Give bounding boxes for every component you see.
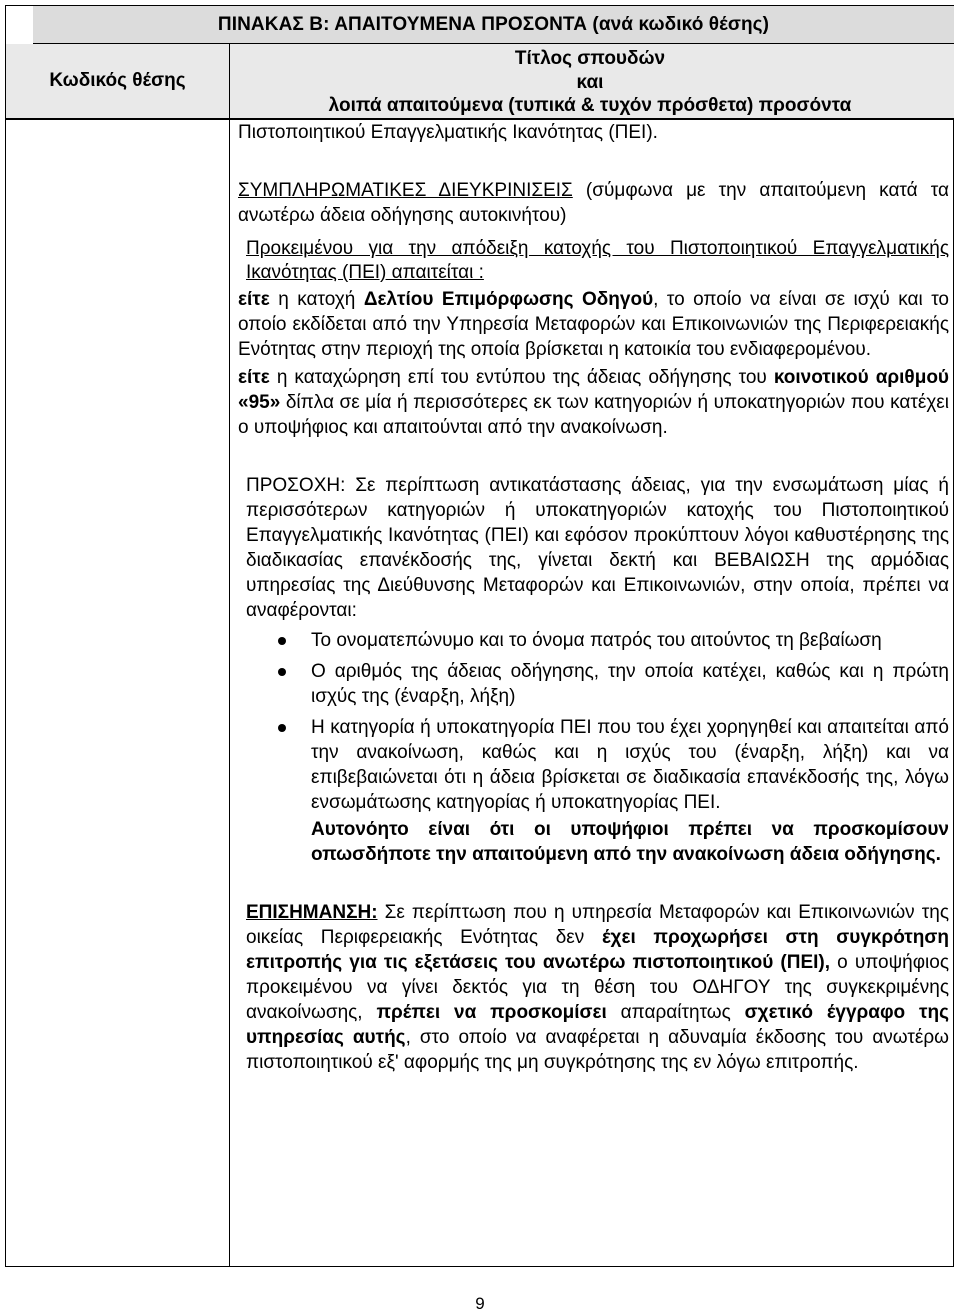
notice-label: ΕΠΙΣΗΜΑΝΣΗ: [246, 902, 378, 923]
column-divider [229, 120, 230, 1267]
attention-label: ΠΡΟΣΟΧΗ: [246, 475, 346, 496]
notice-paragraph [246, 900, 949, 1075]
either-option-2 [238, 365, 949, 440]
notice-text-e: , στο οποίο να αναφέρεται η αδυναμία έκδοσης του ανωτέρω πιστοποιητικού εξ' αφορμής της μη συγκρότησης της εν λόγω επιτροπής. [246, 1027, 949, 1073]
notice-bold-3: σχετικό έγγραφο της υπηρεσίας αυτής [246, 1002, 949, 1048]
either-1-text-b: , το οποίο να είναι σε ισχύ και το οποίο εκδίδεται από την Υπηρεσία Μεταφορών και Επικοινωνιών της Περιφερειακής Ενότητας στην περιοχή της οποία βρίσκεται η κατοικία του ενδιαφερομένου. [238, 289, 949, 360]
proof-heading: Προκειμένου για την απόδειξη κατοχής του Πιστοποιητικού Επαγγελματικής Ικανότητας (ΠΕΙ) απαιτείται : [246, 238, 949, 283]
notice-bold-1: έχει προχωρήσει στη συγκρότηση επιτροπής για τις εξετάσεις του ανωτέρω πιστοποιητικού (ΠΕΙ), [246, 927, 949, 973]
certificate-requirements-list [246, 628, 949, 815]
notice-text-a: Σε περίπτωση που η υπηρεσία Μεταφορών και Επικοινωνιών της οικείας Περιφερειακής Ενότητας δεν [246, 902, 949, 948]
either-label-1: είτε [238, 289, 270, 310]
list-item [246, 628, 949, 653]
list-item [246, 659, 949, 709]
list-item-text: Ο αριθμός της άδειας οδήγησης, την οποία κατέχει, καθώς και η πρώτη ισχύς της (έναρξη, λήξη) [311, 661, 949, 707]
bullet-icon [278, 668, 286, 676]
header-qualifications-line3: λοιπά απαιτούμενα (τυπικά & τυχόν πρόσθετα) προσόντα [328, 95, 852, 116]
supplementary-text: (σύμφωνα με την απαιτούμενη κατά τα ανωτέρω άδεια οδήγησης αυτοκινήτου) [238, 180, 949, 226]
attention-text: Σε περίπτωση αντικατάστασης άδειας, για την ενσωμάτωση μίας ή περισσότερων κατηγοριών ή υποκατηγοριών κατοχής του Πιστοποιητικού Επαγγελματικής Ικανότητας (ΠΕΙ) και εφόσον προκύπτουν λόγοι καθυστέρησης της διαδικασίας επανέκδοσής της, γίνεται δεκτή και ΒΕΒΑΙΩΣΗ της αρμόδιας υπηρεσίας της Διεύθυνσης Μεταφορών και Επικοινωνιών, στην οποία, πρέπει να αναφέρονται: [246, 475, 949, 621]
supplementary-heading: ΣΥΜΠΛΗΡΩΜΑΤΙΚΕΣ ΔΙΕΥΚΡΙΝΙΣΕΙΣ [238, 180, 573, 201]
bullet-icon [278, 637, 286, 645]
notice-section [246, 900, 949, 1075]
notice-text-c: ο υποψήφιος προκειμένου να γίνει δεκτός για τη θέση του ΟΔΗΓΟΥ της συγκεκριμένης ανακοίνωσης, [246, 952, 949, 1023]
either-2-text-b: δίπλα σε μία ή περισσότερες εκ των κατηγοριών ή υποκατηγοριών που κατέχει ο υποψήφιος και απαιτούνται από την ανακοίνωση. [238, 392, 949, 438]
either-label-2: είτε [238, 367, 270, 388]
bullet-icon [278, 724, 286, 732]
list-item-text: Το ονοματεπώνυμο και το όνομα πατρός του αιτούντος τη βεβαίωση [311, 630, 882, 651]
header-qualifications-line2: και [576, 71, 604, 93]
header-qualifications-line1: Τίτλος σπουδών [514, 48, 666, 69]
community-code-95: κοινοτικού αριθμού «95» [238, 367, 949, 413]
attention-paragraph [246, 473, 949, 623]
notice-bold-2: πρέπει να προσκομίσει [376, 1002, 607, 1023]
either-2-text-a: η καταχώρηση επί του εντύπου της άδειας οδήγησης του [269, 367, 774, 388]
notice-text-d: απαραίτητως [606, 1002, 745, 1023]
proof-section [246, 237, 949, 285]
table-title: ΠΙΝΑΚΑΣ Β: ΑΠΑΙΤΟΥΜΕΝΑ ΠΡΟΣΟΝΤΑ (ανά κωδικό θέσης) [33, 6, 954, 44]
table-header-row [6, 44, 954, 120]
header-position-code: Κωδικός θέσης [6, 44, 230, 118]
driver-training-certificate: Δελτίου Επιμόρφωσης Οδηγού [363, 289, 654, 310]
intro-text: Πιστοποιητικού Επαγγελματικής Ικανότητας (ΠΕΙ). [238, 122, 658, 143]
bullet-note: Αυτονόητο είναι ότι οι υποψήφιοι πρέπει να προσκομίσουν οπωσδήποτε την απαιτούμενη από την ανακοίνωση άδεια οδήγησης. [311, 819, 949, 865]
list-item [246, 715, 949, 815]
attention-section [246, 473, 949, 867]
header-qualifications [230, 47, 950, 118]
either-option-1 [238, 287, 949, 362]
either-1-text-a: η κατοχή [269, 289, 364, 310]
qualifications-cell [238, 120, 949, 1075]
list-item-text: Η κατηγορία ή υποκατηγορία ΠΕΙ που του έχει χορηγηθεί και απαιτείται από την ανακοίνωση, καθώς και η ισχύς του (έναρξη, λήξη) και να επιβεβαιώνεται ότι η άδεια βρίσκεται σε διαδικασία επανέκδοσής της, λόγω ενσωμάτωσης κατηγορίας ή υποκατηγορίας ΠΕΙ. [311, 717, 949, 813]
supplementary-clarifications [238, 178, 949, 228]
page-number: 9 [475, 1294, 485, 1313]
